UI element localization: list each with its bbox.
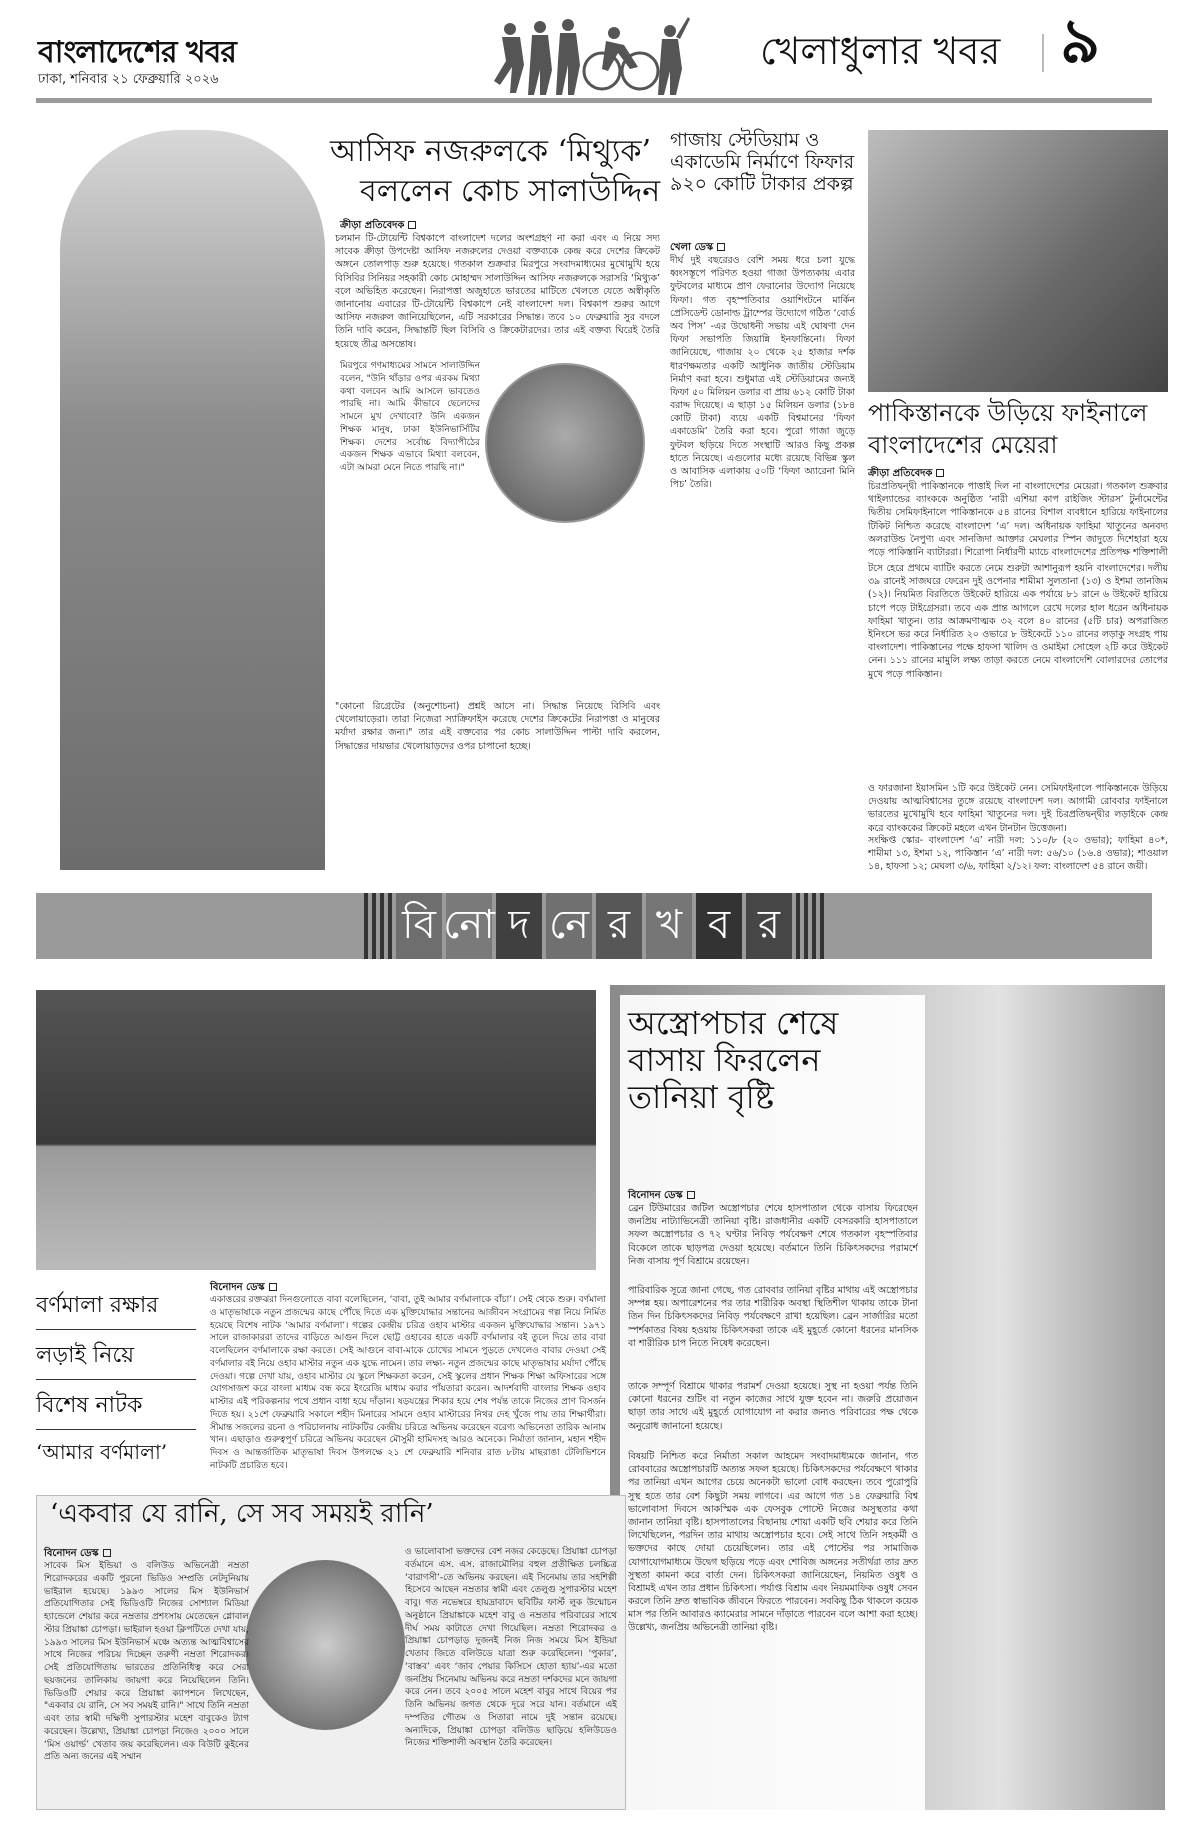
story6-left-column: সাবেক মিস ইন্ডিয়া ও বলিউড অভিনেত্রী নম্রতা শিরোদকরের একটি পুরনো ভিডিও সম্প্রতি নেটদুনিয়ায় ভাইরাল হয়েছে। ১৯৯৩ সালের মিস ইউনিভার্স প্রতিযোগিতার সেই ভিডিওটি নিজের সোশ্যাল মিডিয়া হ্যান্ডেলে শেয়ার করে নম্রতার প্রশংসায় মেতেছেন গ্লোবাল স্টার প্রিয়াঙ্কা চোপড়া। ভাইরাল হওয়া ক্লিপটিতে দেখা যায়, ১৯৯৩ সালের মিস ইউনিভার্স মঞ্চে অত্যন্ত আত্মবিশ্বাসের সাথে নিজের পরিচয় দিচ্ছেন তরুণী নম্রতা শিরোদকর। সেই প্রতিযোগিতায় ভারতের প্রতিনিধিত্ব করে সেরা ছয়জনের তালিকায় জায়গা করে নিয়েছিলেন তিনি। ভিডিওটি শেয়ার করে প্রিয়াঙ্কা ক্যাপশনে লিখেছেন, "একবার যে রানি, সে সব সময়ই রানি।" সাথে তিনি নম্রতা এবং তার স্বামী দক্ষিণী সুপারস্টার মহেশ বাবুকেও ট্যাগ করেছেন। উল্লেখ্য, প্রিয়াঙ্কা চোপড়া নিজেও ২০০০ সালে ‘মিস ওয়ার্ল্ড’ খেতাব জয় করেছিলেন। এক বিউটি কুইনের প্রতি অন্য জনের এই সম্মান: [44, 1561, 249, 1763]
story5-headline-line: বাসায় ফিরলেন: [628, 1040, 821, 1079]
byline-box-icon: [687, 1191, 695, 1199]
title-separator: [1042, 34, 1044, 72]
story1-paragraph-2: মিরপুরে গণমাধ্যমের সামনে সালাউদ্দিন বলেন, "উনি থাঁড়ার ওপর এরকম মিথ্যা কথা বলবেন আমি আসলে ভাবতেও পারছি না। আমি কীভাবে ছেলেদের সামনে মুখ দেখাবো? উনি একজন শিক্ষক মানুষ, ঢাকা ইউনিভার্সিটির শিক্ষক। দেশের সর্বোচ্চ বিদ্যাপীঠের একজন শিক্ষক এভাবে মিথ্যা বলবেন, এটা আমরা মেনে নিতে পারছি না।": [340, 361, 480, 474]
story2-body: দীর্ঘ দুই বছরেরও বেশি সময় ধরে চলা যুদ্ধে ধ্বংসস্তূপে পরিণত হওয়া গাজা উপত্যকায় এবার ফুটবলের মাধ্যমে প্রাণ ফেরানোর উদ্যোগ নিয়েছে ফিফা। গত বৃহস্পতিবার ওয়াশিংটনে মার্কিন প্রেসিডেন্ট ডোনাল্ড ট্রাম্পের উদ্যোগে গঠিত ‘বোর্ড অব পিস’ -এর উদ্বোধনী সভায় এই ঘোষণা দেন ফিফা সভাপতি জিয়ান্নি ইনফান্তিনো। ফিফা জানিয়েছে, গাজায় ২০ থেকে ২৫ হাজার দর্শক ধারণক্ষমতার একটি আধুনিক জাতীয় স্টেডিয়াম নির্মাণ করা হবে। শুধুমাত্র এই স্টেডিয়ামের জন্যই ফিফা ৫০ মিলিয়ন ডলার বা প্রায় ৬১২ কোটি টাকা বরাদ্দ দিয়েছে। এ ছাড়া ১৫ মিলিয়ন ডলার (১৮৪ কোটি টাকা) ব্যয়ে একটি বিশ্বমানের ‘ফিফা একাডেমি’ তৈরি করা হবে। পুরো গাজা জুড়ে ফুটবল ছড়িয়ে দিতে সংস্থাটি আরও কিছু প্রকল্প হাতে নিয়েছে। এগুলোর মধ্যে রয়েছে বিভিন্ন স্কুল ও আবাসিক এলাকায় ৫০টি ‘ফিফা অ্যারেনা মিনি পিচ’ তৈরি।: [670, 255, 855, 491]
banner-letter: র: [746, 893, 792, 959]
masthead-logo: বাংলাদেশের খবর: [38, 35, 236, 70]
masthead-divider: [36, 98, 1152, 103]
story6-headline: ‘একবার যে রানি, সে সব সময়ই রানি’: [50, 1499, 434, 1529]
banner-stripe: [820, 893, 824, 959]
story3-paragraph-3: ও ফারজানা ইয়াসমিন ১টি করে উইকেট নেন। সেমিফাইনালে পাকিস্তানকে উড়িয়ে দেওয়ায় আত্মবিশ্বাসের তুঙ্গে রয়েছে বাংলাদেশ দল। আগামী রোববার ফাইনালে ভারতের মুখোমুখি হবে ফাহিমা খাতুনের দল। দুই চিরপ্রতিদ্বন্দ্বীর লড়াইকে কেন্দ্র করে ব্যাংককের ক্রিকেট মহলে এখন টানটান উত্তেজনা।: [868, 783, 1168, 834]
story5-paragraph-1: ব্রেন টিউমারের জটিল অস্ত্রোপচার শেষে হাসপাতাল থেকে বাসায় ফিরেছেন জনপ্রিয় নাট্যাভিনেত্রী তানিয়া বৃষ্টি। রাজধানীর একটি বেসরকারি হাসপাতালে সফল অস্ত্রোপচার ও ৭২ ঘণ্টার নিবিড় পর্যবেক্ষণ শেষে গতকাল বৃহস্পতিবার বিকেলে তাকে ছাড়পত্র দেওয়া হয়েছে। বর্তমানে তিনি চিকিৎসকদের পরামর্শে নিজ বাসায় পূর্ণ বিশ্রামে রয়েছেন।: [628, 1203, 918, 1267]
byline-box-icon: [936, 469, 944, 477]
banner-letter: বি: [396, 893, 442, 959]
banner-letter: র: [596, 893, 642, 959]
banner-stripe: [372, 893, 376, 959]
coach-salauddin-photo: [60, 130, 325, 870]
banner-letter: ব: [696, 893, 742, 959]
byline-text: খেলা ডেস্ক: [670, 242, 714, 253]
sports-silhouettes-icon: [490, 15, 690, 97]
entertainment-news-banner: [36, 893, 1152, 959]
masthead-date: ঢাকা, শনিবার ২১ ফেব্রুয়ারি ২০২৬: [38, 72, 219, 87]
byline-box-icon: [103, 1549, 111, 1557]
banner-stripe: [380, 893, 384, 959]
story1-paragraph-3: "কোনো রিগ্রেটের (অনুশোচনা) প্রশ্নই আসে না। সিদ্ধান্ত নিয়েছে বিসিবি এবং খেলোয়াড়েরা। তারা নিজেরা স্যাক্রিফাইস করেছে দেশের ক্রিকেটের নিরাপত্তা ও মানুষের মর্যাদা রক্ষার জন্য।" তার এই বক্তব্যের পর কোচ সালাউদ্দিন পাল্টা দাবি করলেন, সিদ্ধান্তের দায়ভার খেলোয়াড়দের ওপর চাপানো হচ্ছে।: [335, 701, 660, 752]
story5-paragraph-4: বিষয়টি নিশ্চিত করে নির্মাতা সকাল আহমেদ সংবাদমাধ্যমকে জানান, গত রোববারের অস্ত্রোপচারটি অত্যন্ত সফল হয়েছে। চিকিৎসকদের পর্যবেক্ষণে থাকার পর তানিয়া এখন আগের চেয়ে অনেকটা ভালো বোধ করছেন। তবে পুরোপুরি সুস্থ হতে তার বেশ কিছুটা সময় লাগবে। এর আগে গত ১৪ ফেব্রুয়ারি বিশ্ব ভালোবাসা দিবসে আকস্মিক এক ফেসবুক পোস্টে নিজের অসুস্থতার কথা জানান তানিয়া বৃষ্টি। হাসপাতালের বিছানায় শোয়া একটি ছবি শেয়ার করে তিনি লিখেছিলেন, পরদিন তার মাথায় অস্ত্রোপচার হবে। সেই সাথে তিনি সহকর্মী ও ভক্তদের কাছে দোয়া চেয়েছিলেন। তার এই পোস্টের পর সামাজিক যোগাযোগমাধ্যমে উদ্বেগ ছড়িয়ে পড়ে এবং শোবিজ অঙ্গনের সতীর্থরা তার দ্রুত সুস্থতা কামনা করে বার্তা দেন। চিকিৎসকরা জানিয়েছেন, নিয়মিত ওষুধ ও বিশ্রামই এখন তার প্রধান চিকিৎসা। পর্যাপ্ত বিশ্রাম এবং নিয়মমাফিক ওষুধ সেবন করলে তিনি দ্রুত স্বাভাবিক জীবনে ফিরতে পারবেন। সবকিছু ঠিক থাকলে কয়েক মাস পর তিনি আবারও ক্যামেরার সামনে দাঁড়াতে পারবেন বলে আশা করা হচ্ছে। উল্লেখ্য, জনপ্রিয় অভিনেত্রী তানিয়া বৃষ্টি।: [628, 1451, 918, 1634]
banner-letter: দ: [496, 893, 542, 959]
story3-scorecard: সংক্ষিপ্ত স্কোর- বাংলাদেশ ‘এ’ নারী দল: ১১০/৮ (২০ ওভার); ফাহিমা ৪০*, শামীমা ১৩, ইশমা ১২, পাকিস্তান ‘এ’ নারী দল: ৫৬/১০ (১৬.৪ ওভার); শাওয়াল ১৪, হাফসা ১২; মেঘলা ৩/৬, ফাহিমা ২/১২। ফল: বাংলাদেশ ৫৪ রানে জয়ী।: [868, 835, 1168, 873]
byline-text: বিনোদন ডেস্ক: [44, 1548, 99, 1559]
story4-headline-line: ‘আমার বর্ণমালা’: [36, 1440, 168, 1464]
priyanka-chopra-photo: [245, 1560, 405, 1730]
banner-stripe: [812, 893, 816, 959]
story1-headline-line1: আসিফ নজরুলকে ‘মিথ্যুক’: [330, 134, 651, 169]
story4-headline: [36, 1280, 196, 1475]
story4-headline-line: বর্ণমালা রক্ষার: [36, 1280, 196, 1330]
byline-text: বিনোদন ডেস্ক: [210, 1282, 265, 1293]
asif-nazrul-photo: [485, 363, 645, 523]
story5-headline-line: অস্ত্রোপচার শেষে: [628, 1004, 839, 1042]
section-title: খেলাধুলার খবর: [760, 29, 1001, 73]
story3-headline-line2: বাংলাদেশের মেয়েরা: [868, 431, 1058, 459]
banner-letter: নে: [546, 893, 592, 959]
byline-box-icon: [717, 243, 725, 251]
drama-classroom-photo: [36, 990, 596, 1270]
story5-headline: [628, 1005, 838, 1115]
byline-text: বিনোদন ডেস্ক: [628, 1190, 683, 1201]
story4-headline-line: লড়াই নিয়ে: [36, 1330, 196, 1380]
story5-paragraph-3: তাকে সম্পূর্ণ বিশ্রামে থাকার পরামর্শ দেওয়া হয়েছে। সুস্থ না হওয়া পর্যন্ত তিনি কোনো ধরনের শুটিং বা নতুন কাজের সাথে যুক্ত হবেন না। জরুরি প্রয়োজন ছাড়া তার সাথে এই মুহূর্তে যোগাযোগ না করার জন্যও পরিবারের পক্ষ থেকে অনুরোধ জানানো হয়েছে।: [628, 1381, 918, 1432]
story6-right-column: ও ভালোবাসা ভক্তদের বেশ নজর কেড়েছে। প্রিয়াঙ্কা চোপড়া বর্তমানে এস. এস. রাজামৌলির বহুল প্রতীক্ষিত চলচ্চিত্র ‘বারাণসী’-তে অভিনয় করছেন। এই সিনেমায় তার সহশিল্পী হিসেবে আছেন নম্রতার স্বামী এবং তেলুগু সুপারস্টার মহেশ বাবু। গত নভেম্বরে হায়দ্রাবাদে ছবিটির ফার্স্ট লুক উন্মোচন অনুষ্ঠানে প্রিয়াঙ্কাকে মহেশ বাবু ও নম্রতার পরিবারের সাথে দীর্ঘ সময় কাটাতে দেখা গিয়েছিল। নম্রতা শিরোদকর ও প্রিয়াঙ্কা চোপড়াড় দুজনই নিজ নিজ সময়ে মিস ইন্ডিয়া খেতাব জিতে বলিউডে যাত্রা শুরু করেছিলেন। ‘পুকার’, ‘বাস্তব’ এবং ‘জাব পেয়ার কিসিসে হোতা হ্যায়’-এর মতো জনপ্রিয় সিনেমায় অভিনয় করে নম্রতা দর্শকদের মনে জায়গা করে নেন। তবে ২০০৫ সালে মহেশ বাবুর সাথে বিয়ের পর তিনি অভিনয় জগত থেকে দূরে সরে যান। বর্তমানে এই দম্পতির গৌতম ও সিতারা নামে দুই সন্তান রয়েছে। অন্যদিকে, প্রিয়াঙ্কা চোপড়া বলিউড ছাড়িয়ে হলিউডেও নিজের শক্তিশালী অবস্থান তৈরি করেছেন।: [405, 1547, 617, 1749]
story3-paragraph-1: চিরপ্রতিদ্বন্দ্বী পাকিস্তানকে পাত্তাই দিল না বাংলাদেশের মেয়েরা। গতকাল শুক্রবার থাইল্যান্ডের ব্যাংককে অনুষ্ঠিত ‘নারী এশিয়া কাপ রাইজিং স্টারস’ টুর্নামেন্টের দ্বিতীয় সেমিফাইনালে পাকিস্তানকে ৫৪ রানের বিশাল ব্যবধানে হারিয়ে ফাইনালের টিকিট নিশ্চিত করেছে বাংলাদেশ ‘এ’ দল। অধিনায়ক ফাহিমা খাতুনের অনবদ্য অলরাউন্ড নৈপুণ্য এবং সানজিদা আক্তার মেঘলার স্পিন জাদুতে দিশেহারা হয়ে পড়ে পাকিস্তানি ব্যাটাররা। শিরোপা নির্ধারণী ম্যাচে বাংলাদেশের প্রতিপক্ষ শক্তিশালী: [868, 481, 1168, 558]
page-number: ৯: [1060, 4, 1101, 77]
banner-stripe: [364, 893, 368, 959]
banner-stripe: [388, 893, 392, 959]
story2-headline: গাজায় স্টেডিয়াম ও একাডেমি নির্মাণে ফিফার ৯২০ কোটি টাকার প্রকল্প: [670, 129, 855, 195]
story3-paragraph-2: টসে হেরে প্রথমে ব্যাটিং করতে নেমে শুরুটা আশানুরূপ হয়নি বাংলাদেশের। দলীয় ৩৯ রানেই সাজঘরে ফেরেন দুই ওপেনার শামীমা সুলতানা (১৩) ও ইশমা তানজিম (১২)। নিয়মিত বিরতিতে উইকেট হারিয়ে এক পর্যায়ে ৮১ রানে ৬ উইকেট হারিয়ে চাপে পড়ে টাইগ্রেসরা। তবে এক প্রান্ত আগলে রেখে দলের হাল ধরেন অধিনায়ক ফাহিমা খাতুন। তার আক্রমণাত্মক ৩২ বলে ৪০ রানের (৫টি চার) অপরাজিত ইনিংসে ভর করে নির্ধারিত ২০ ওভারে ৮ উইকেটে ১১০ রানের লড়াকু সংগ্রহ পায় বাংলাদেশ। পাকিস্তানের পক্ষে হাফসা খালিদ ও ওমাইমা সোহেল ২টি করে উইকেট নেন। ১১১ রানের মামুলি লক্ষ্য তাড়া করতে নেমে বাংলাদেশি বোলারদের তোপের মুখে পড়ে পাকিস্তান।: [868, 563, 1168, 680]
story1-headline-line2: বললেন কোচ সালাউদ্দিন: [360, 174, 661, 209]
byline-box-icon: [269, 1283, 277, 1291]
banner-letter: খ: [646, 893, 692, 959]
story5-paragraph-2: পারিবারিক সূত্রে জানা গেছে, গত রোববার তানিয়া বৃষ্টির মাথায় এই অস্ত্রোপচার সম্পন্ন হয়। অপারেশনের পর তার শারীরিক অবস্থা স্থিতিশীল থাকায় তাকে টানা তিন দিন চিকিৎসকদের নিবিড় পর্যবেক্ষণে রাখা হয়েছিল। ব্রেন সার্জারির মতো স্পর্শকাতর বিষয় হওয়ায় চিকিৎসকরা তাকে এই মুহূর্তে কোনো ধরনের মানসিক বা শারীরিক চাপ নিতে নিষেধ করেছেন।: [628, 1285, 918, 1349]
byline-box-icon: [408, 221, 416, 229]
cricket-players-photo: [868, 130, 1168, 392]
story1-paragraph-1: চলমান টি-টোয়েন্টি বিশ্বকাপে বাংলাদেশ দলের অংশগ্রহণ না করা এবং এ নিয়ে সদ্য সাবেক ক্রীড়া উপদেষ্টা আসিফ নজরুলের দেওয়া বক্তব্যকে কেন্দ্র করে দেশের ক্রিকেট অঙ্গনে তোলপাড় শুরু হয়েছে। গতকাল শুক্রবার মিরপুরে সংবাদমাধ্যমের মুখোমুখি হয়ে বিসিবির সিনিয়র সহকারী কোচ মোহাম্মদ সালাউদ্দিন আসিফ নজরুলকে সরাসরি ‘মিথ্যুক’ বলে অভিহিত করেছেন। নিরাপত্তা অজুহাতে ভারতের মাটিতে খেলতে যেতে অস্বীকৃতি জানানোয় এবারের টি-টোয়েন্টি বিশ্বকাপে নেই বাংলাদেশ দল। বিশ্বকাপ শুরুর আগে আসিফ নজরুল জানিয়েছিলেন, এটি সরকারের সিদ্ধান্ত। তবে ১০ ফেব্রুয়ারি সুর বদলে তিনি দাবি করেন, সিদ্ধান্তটি ছিল বিসিবি ও ক্রিকেটারদের। তার এই বক্তব্য ঘিরেই তৈরি হয়েছে তীব্র অসন্তোষ।: [335, 233, 660, 350]
banner-letter: নো: [446, 893, 492, 959]
byline-text: ক্রীড়া প্রতিবেদক: [868, 468, 933, 479]
byline-text: ক্রীড়া প্রতিবেদক: [340, 220, 405, 231]
story3-headline-line1: পাকিস্তানকে উড়িয়ে ফাইনালে: [868, 399, 1148, 427]
story4-body: একাত্তরের রক্তঝরা দিনগুলোতে বাবা বলেছিলেন, ‘বাবা, তুই আমার বর্ণমালাকে বাঁচা’। সেই থেকে শুরু। বর্ণমালা ও মাতৃভাষাকে নতুন প্রজন্মের কাছে পৌঁছে দিতে এক মুক্তিযোদ্ধার সন্তানের আজীবন সংগ্রামের গল্প নিয়ে নির্মিত হয়েছে বিশেষ নাটক ‘আমার বর্ণমালা’। গল্পের কেন্দ্রীয় চরিত্র ওহাব মাস্টার একজন মুক্তিযোদ্ধার সন্তান। ১৯৭১ সালে রাজাকাররা তাদের বাড়িতে আগুন দিলে ছোট্ট ওহাবের হাতে একটি বর্ণমালার বই তুলে দিয়ে তার বাবা বলেছিলেন বর্ণমালাকে রক্ষা করতে। সেই আগুনে বাবা-মাকে চোখের সামনে পুড়তে দেখলেও বাবার দেওয়া সেই বর্ণমালার বই নিয়ে ওহাব মাস্টার নতুন এক যুদ্ধে নামেন। তার লক্ষ্য- নতুন প্রজন্মের কাছে মাতৃভাষার মর্যাদা পৌঁছে দেওয়া। গল্পে দেখা যায়, ওহাব মাস্টার যে স্কুলে শিক্ষকতা করেন, সেই স্কুলের প্রধান শিক্ষক শিক্ষা অফিসারের সঙ্গে যোগসাজশ করে বাংলা মাধ্যম বন্ধ করে ইংরেজি মাধ্যম করার পাঁয়তারা করেন। আদর্শবাদী বাংলার শিক্ষক ওহাব মাস্টার এই পরিকল্পনার পথে প্রধান বাধা হয়ে দাঁড়ান। ষড়যন্ত্রের শিকার হয়ে শেষ পর্যন্ত তাকে নিজের প্রাণ বিসর্জন দিতে হয়। ২১শে ফেব্রুয়ারি সকালে শহীদ মিনারের সামনে ওহাব মাস্টারের নিথর দেহ খুঁজে পায় তার শিক্ষার্থীরা। সীমান্ত সজলের রচনা ও পরিচালনায় নাটকটির কেন্দ্রীয় চরিত্রে অভিনয় করেছেন বরেণ্য অভিনেতা তারিক আনাম খান। এছাড়াও গুরুত্বপূর্ণ চরিত্রে অভিনয় করেছেন মৌসুমী হামিদসহ আরও অনেকে। নির্মাতা জানান, মহান শহীদ দিবস ও আন্তর্জাতিক মাতৃভাষা দিবস উপলক্ষে ২১ শে ফেব্রুয়ারি শনিবার রাত ৮টায় মাছরাঙা টেলিভিশনে নাটকটি প্রচারিত হবে।: [210, 1295, 606, 1471]
banner-stripe: [796, 893, 800, 959]
story4-headline-line: বিশেষ নাটক: [36, 1380, 196, 1430]
banner-stripe: [804, 893, 808, 959]
story5-headline-line: তানিয়া বৃষ্টি: [628, 1077, 774, 1116]
